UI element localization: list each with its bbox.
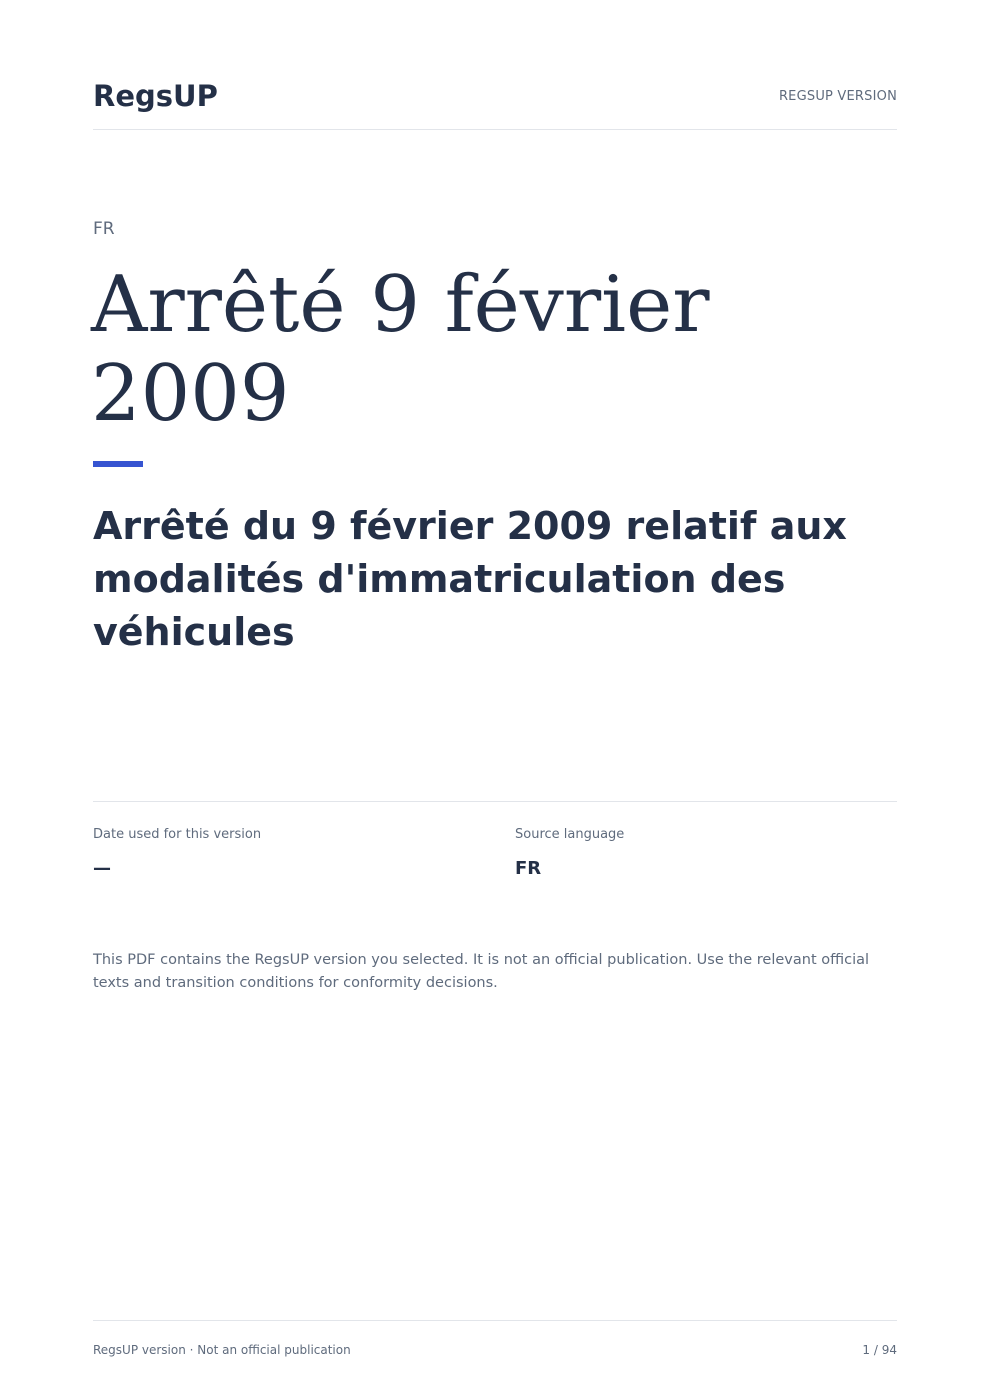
source-language-label: Source language bbox=[515, 827, 625, 842]
jurisdiction-code: FR bbox=[93, 219, 115, 239]
page-header bbox=[93, 76, 897, 130]
meta-divider bbox=[93, 801, 897, 802]
version-date-block bbox=[93, 826, 261, 880]
footer-notice: RegsUP version · Not an official publication bbox=[93, 1343, 351, 1357]
version-date-label: Date used for this version bbox=[93, 827, 262, 842]
page-footer bbox=[93, 1320, 897, 1361]
source-language-block bbox=[515, 826, 624, 880]
version-tag: REGSUP VERSION bbox=[778, 89, 897, 104]
disclaimer-text: This PDF contains the RegsUP version you selected. It is not an official publication. Use the relevant official texts and transition conditions for conformity decisions. bbox=[93, 952, 870, 991]
version-date-value: — bbox=[93, 858, 111, 879]
page-indicator: 1 / 94 bbox=[862, 1343, 897, 1357]
brand-logo-text: RegsUP bbox=[93, 79, 218, 113]
title-accent-bar bbox=[93, 461, 143, 467]
document-subtitle: Arrêté du 9 février 2009 relatif aux modalités d'immatriculation des véhicules bbox=[93, 504, 847, 654]
document-title: Arrêté 9 février 2009 bbox=[91, 260, 710, 439]
source-language-value: FR bbox=[515, 858, 542, 879]
